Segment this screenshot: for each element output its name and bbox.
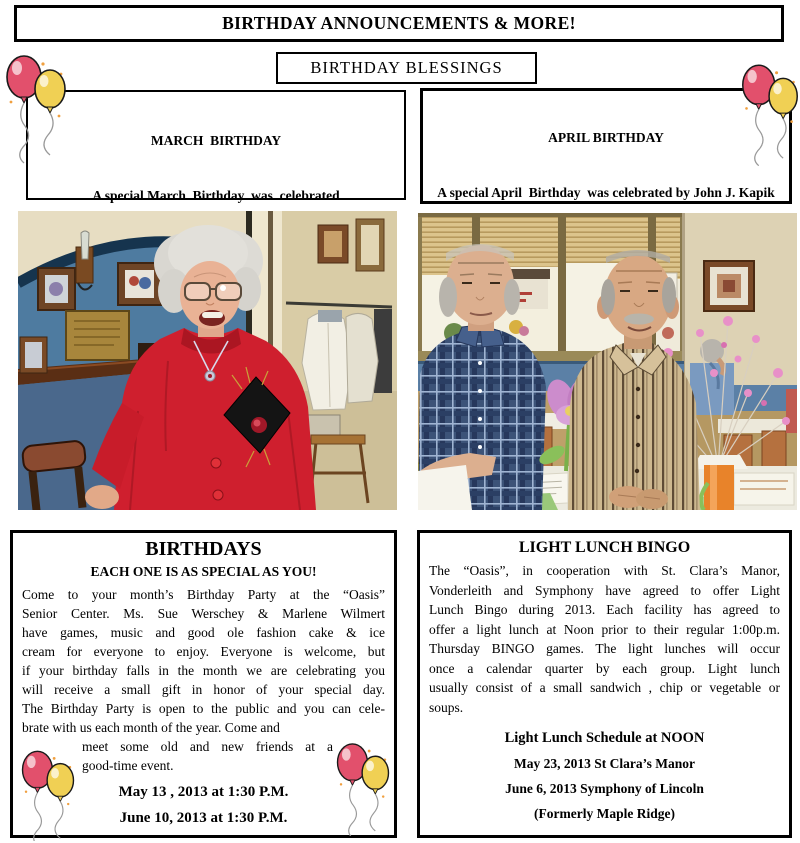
balloons-icon bbox=[334, 738, 392, 836]
bingo-paragraph bbox=[429, 561, 780, 717]
birthday-party-date: June 10, 2013 at 1:30 P.M. bbox=[119, 810, 288, 826]
page-title: BIRTHDAY ANNOUNCEMENTS & MORE! bbox=[222, 13, 576, 33]
paragraph-line: will receive a small gift in honor of your special day. bbox=[22, 682, 385, 697]
march-title: MARCH BIRTHDAY bbox=[150, 133, 282, 148]
blessings-header-box bbox=[276, 52, 537, 84]
april-line: A special April Birthday was celebrated by John J. Kapik bbox=[437, 185, 775, 200]
schedule-title: Light Lunch Schedule at NOON bbox=[504, 730, 705, 746]
photo-april-birthday-men bbox=[418, 213, 797, 510]
schedule-entry: (Formerly Maple Ridge) bbox=[534, 806, 675, 821]
schedule-entry: June 6, 2013 Symphony of Lincoln bbox=[505, 781, 704, 796]
march-line: A special March Birthday was celebrated bbox=[92, 188, 340, 203]
paragraph-line: Vonderleith and Symphony have agreed to offer Light bbox=[429, 582, 780, 598]
page-title-banner bbox=[14, 5, 784, 42]
paragraph-line: once a calendar quarter by each group. Light lunch bbox=[429, 660, 780, 676]
blessings-title: BIRTHDAY BLESSINGS bbox=[310, 58, 503, 77]
paragraph-line: Come to your month’s Birthday Party at the “Oasis” bbox=[22, 587, 385, 602]
paragraph-line: meet some old and new friends at a bbox=[82, 739, 333, 754]
birthdays-box bbox=[10, 530, 397, 838]
april-title: APRIL BIRTHDAY bbox=[548, 130, 664, 145]
paragraph-line: if your birthday falls in the month we are celebrating you bbox=[22, 663, 385, 678]
schedule-entry: May 23, 2013 St Clara’s Manor bbox=[514, 756, 695, 771]
paragraph-line: good-time event. bbox=[82, 758, 174, 773]
paragraph-line: brate with us each month of the year. Come and bbox=[22, 720, 280, 735]
paragraph-line: The “Oasis”, in cooperation with St. Clara’s Manor, bbox=[429, 563, 780, 578]
paragraph-line: Thursday BINGO games. The light lunches will occur bbox=[429, 641, 780, 656]
balloons-icon bbox=[3, 50, 69, 165]
paragraph-line: Lunch Bingo during 2013. Each facility has agreed to bbox=[429, 602, 780, 617]
paragraph-line: have games, music and good ole fashion cake & ice bbox=[22, 625, 385, 640]
balloons-icon bbox=[739, 56, 800, 174]
birthday-party-date: May 13 , 2013 at 1:30 P.M. bbox=[118, 784, 289, 800]
photo-march-birthday-woman bbox=[18, 211, 397, 510]
paragraph-line: soups. bbox=[429, 699, 464, 715]
bingo-title: LIGHT LUNCH BINGO bbox=[518, 539, 691, 556]
paragraph-line: offer a light lunch at Noon prior to their regular 1:00p.m. bbox=[429, 621, 780, 637]
march-birthday-box bbox=[26, 90, 406, 203]
april-birthday-box bbox=[420, 88, 792, 204]
balloons-icon bbox=[19, 746, 77, 841]
paragraph-line: Senior Center. Ms. Sue Werschey & Marlene Wilmert bbox=[22, 606, 385, 621]
birthdays-subtitle: EACH ONE IS AS SPECIAL AS YOU! bbox=[90, 564, 317, 579]
paragraph-line: The Birthday Party is open to the public and you can cele- bbox=[22, 701, 385, 716]
paragraph-line: cream for everyone to enjoy. Everyone is welcome, but bbox=[22, 644, 385, 659]
paragraph-line: usually consist of a small sandwich , chip or vegetable or bbox=[429, 680, 780, 695]
birthdays-title: BIRTHDAYS bbox=[145, 538, 262, 560]
light-lunch-bingo-box bbox=[417, 530, 792, 838]
